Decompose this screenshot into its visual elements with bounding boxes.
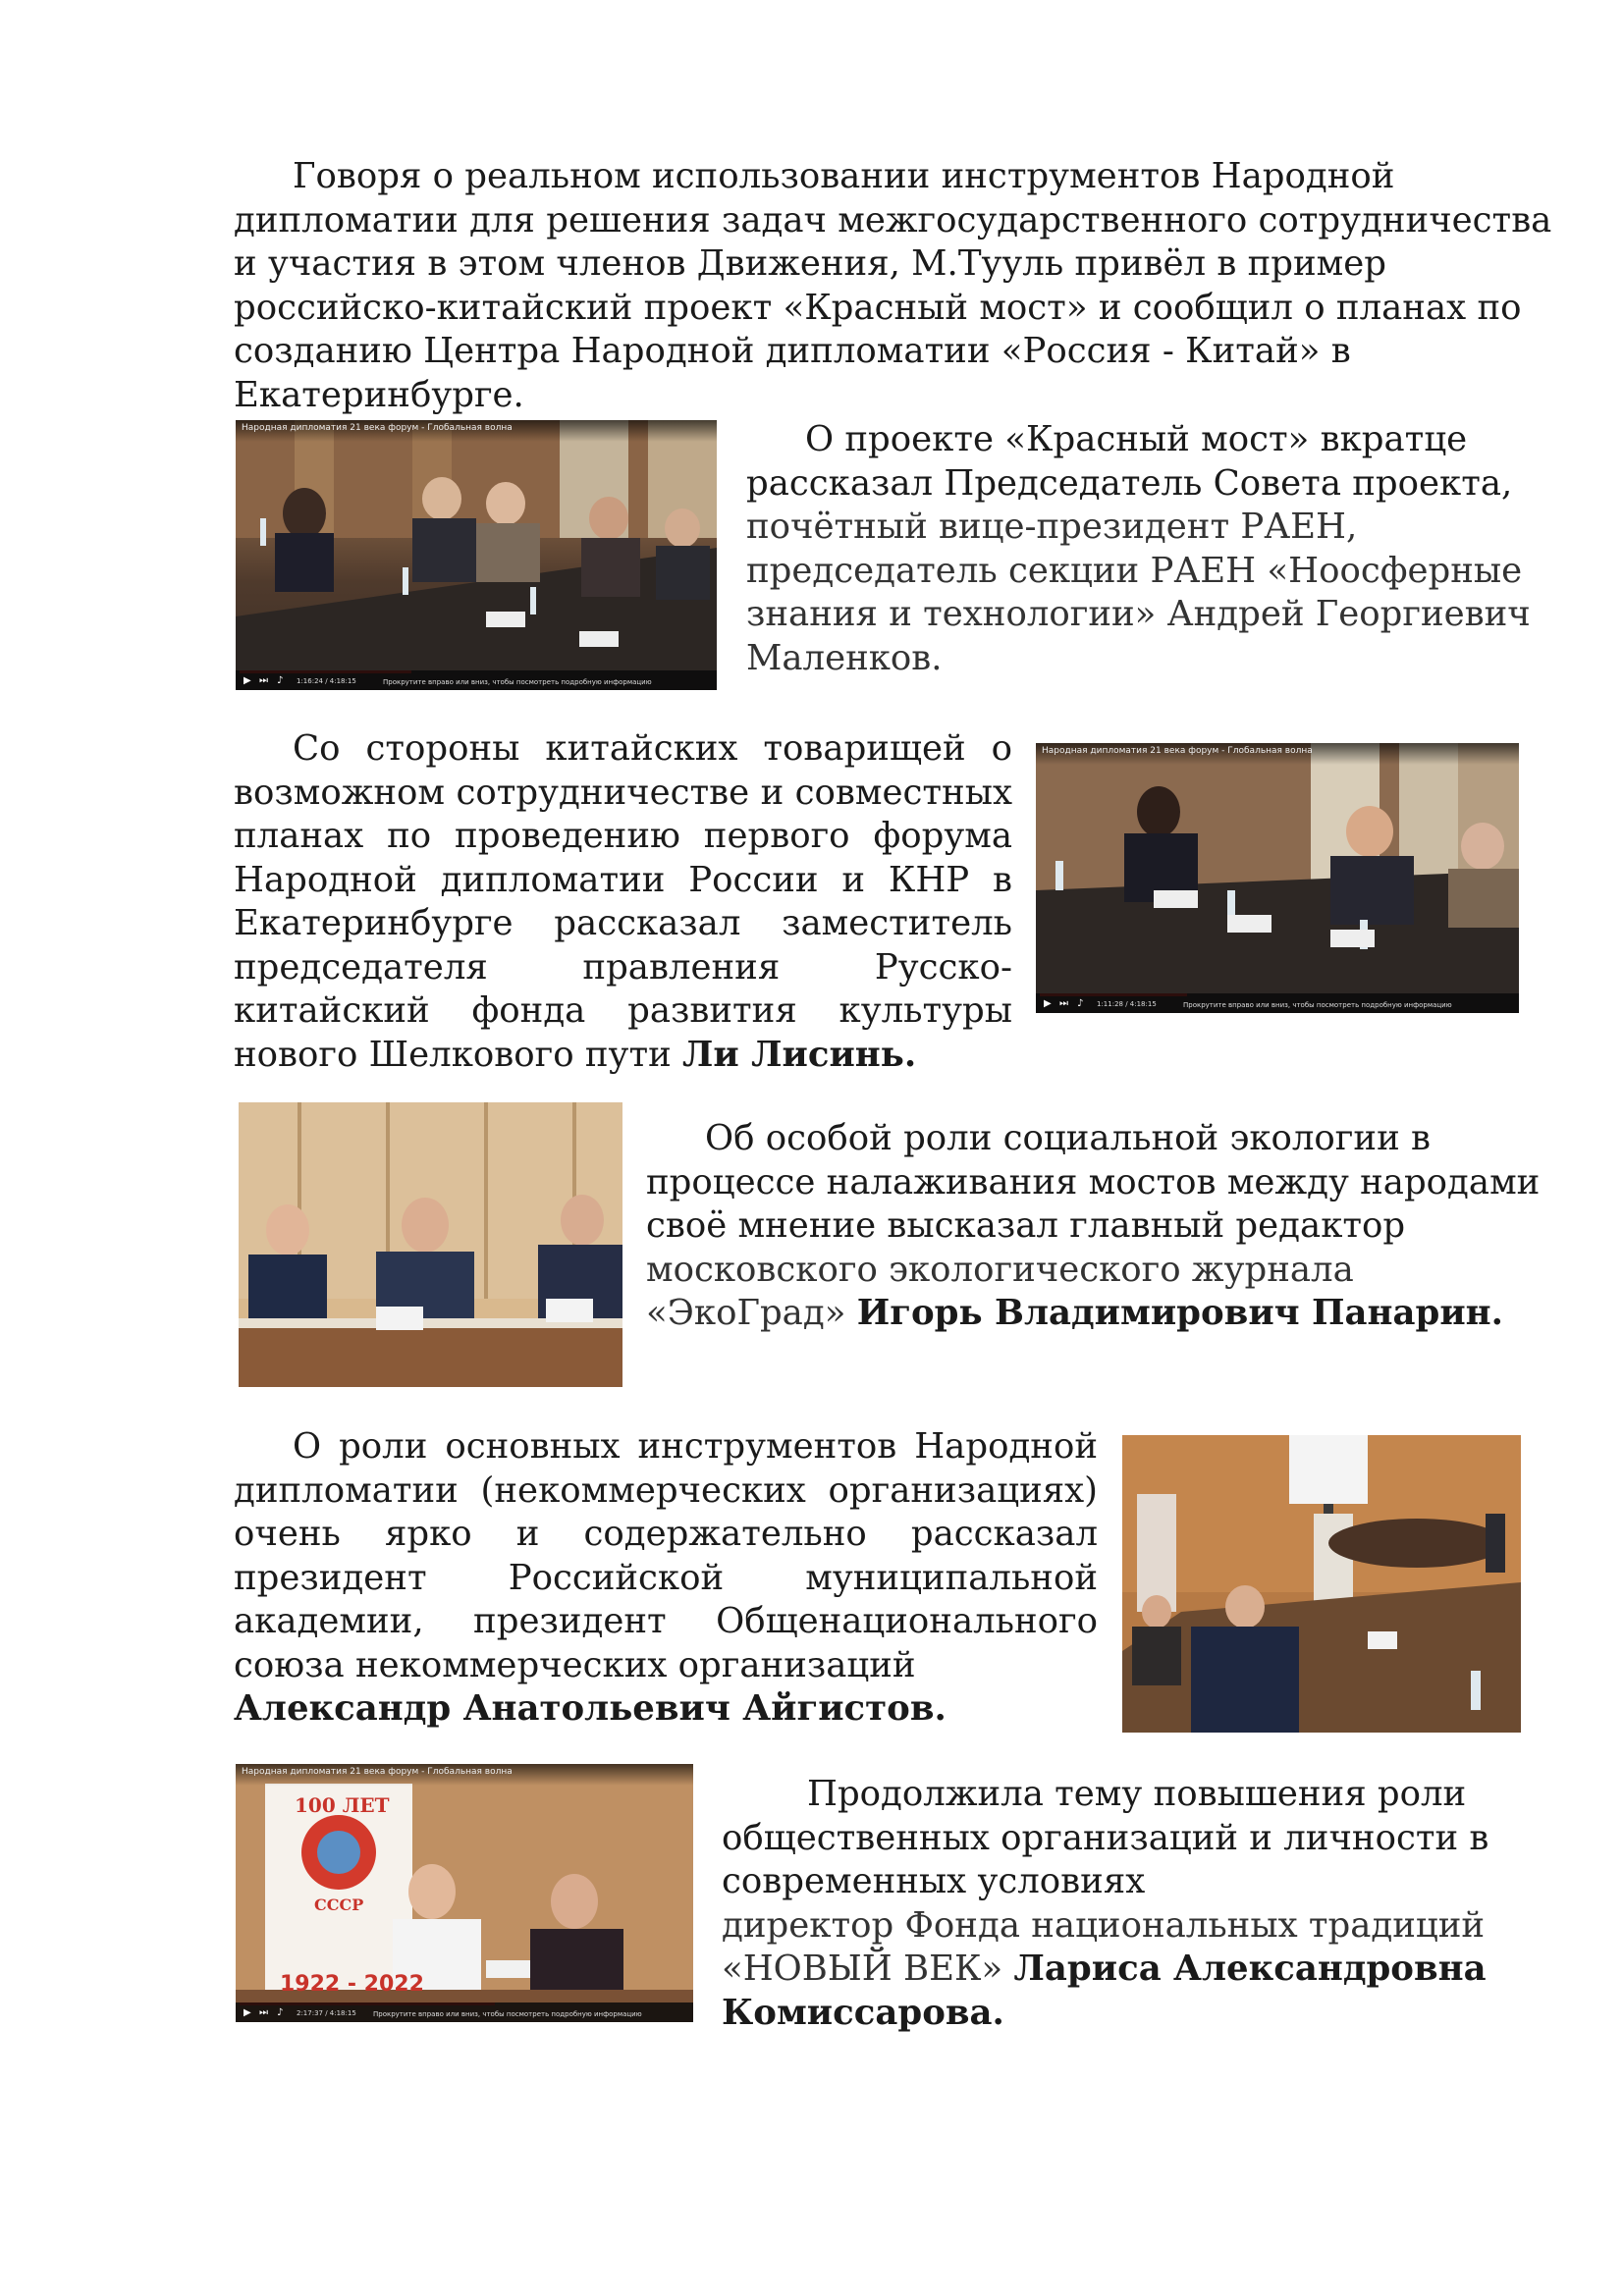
next-icon[interactable]: ⏭ <box>259 675 268 686</box>
video-screenshot-1[interactable] <box>236 420 717 690</box>
video-top-overlay <box>236 420 717 442</box>
text-line: Об особой роли социальной экологии в <box>705 1118 1431 1158</box>
paragraph-intro <box>234 155 1551 417</box>
text-line: своё мнение высказал главный редактор <box>646 1205 1406 1246</box>
text-line: знания и технологии» Андрей Георгиевич <box>746 594 1531 634</box>
video-time: 1:11:28 / 4:18:15 <box>1097 1000 1157 1008</box>
play-icon[interactable]: ▶ <box>1044 998 1052 1009</box>
paragraph-aigistov <box>234 1425 1098 1732</box>
video-title: Народная дипломатия 21 века форум - Глобальная волна <box>242 423 513 433</box>
speaker-name: Ли Лисинь. <box>682 1034 917 1075</box>
text-line: «НОВЫЙ ВЕК» <box>722 1949 1014 1989</box>
text-line: московского экологического журнала <box>646 1249 1354 1290</box>
text-line: общественных организаций и личности в <box>722 1817 1489 1858</box>
next-icon[interactable]: ⏭ <box>259 2007 268 2018</box>
video-screenshot-2[interactable] <box>1036 743 1519 1013</box>
scene-graphic <box>239 1102 622 1387</box>
volume-icon[interactable]: ♪ <box>277 675 284 686</box>
photo-aigistov <box>1122 1435 1521 1733</box>
video-screenshot-3[interactable] <box>236 1764 693 2022</box>
scene-graphic <box>1122 1435 1521 1733</box>
text-line: и участия в этом членов Движения, М.Тууль привёл в пример <box>234 243 1386 284</box>
text-line: О проекте «Красный мост» вкратце <box>805 419 1468 459</box>
video-controls[interactable] <box>1036 993 1519 1013</box>
video-caption: Прокрутите вправо или вниз, чтобы посмотреть подробную информацию <box>373 2010 642 2018</box>
text-line: современных условиях <box>722 1861 1146 1901</box>
video-title: Народная дипломатия 21 века форум - Глобальная волна <box>1042 746 1313 756</box>
text-line: Продолжила тему повышения роли <box>807 1774 1467 1814</box>
text-line: российско-китайский проект «Красный мост» и сообщил о планах по <box>234 287 1522 328</box>
speaker-name-part1: Лариса Александровна <box>1013 1949 1487 1989</box>
speaker-name: Александр Анатольевич Айгистов. <box>234 1688 947 1729</box>
text-line: процессе налаживания мостов между народами <box>646 1161 1541 1202</box>
video-time: 2:17:37 / 4:18:15 <box>297 2009 356 2017</box>
scene-graphic <box>1036 743 1519 1013</box>
video-title: Народная дипломатия 21 века форум - Глобальная волна <box>242 1767 513 1777</box>
photo-panarin <box>239 1102 622 1387</box>
text-line: Говоря о реальном использовании инструментов Народной <box>293 156 1395 196</box>
text-line: созданию Центра Народной дипломатии «Россия - Китай» в <box>234 331 1351 371</box>
text-line: почётный вице-президент РАЕН, <box>746 507 1358 547</box>
volume-icon[interactable]: ♪ <box>1077 998 1084 1009</box>
text-line: дипломатии для решения задач межгосударственного сотрудничества <box>234 199 1552 240</box>
text-line: рассказал Председатель Совета проекта, <box>746 462 1513 504</box>
video-controls[interactable] <box>236 2002 693 2022</box>
poster-country: СССР <box>314 1896 364 1914</box>
video-caption: Прокрутите вправо или вниз, чтобы посмотреть подробную информацию <box>383 678 652 686</box>
text-line: директор Фонда национальных традиций <box>722 1904 1486 1946</box>
text-line: «ЭкоГрад» <box>646 1293 857 1333</box>
text-line: Маленков. <box>746 637 943 678</box>
video-time: 1:16:24 / 4:18:15 <box>297 677 356 685</box>
paragraph-panarin <box>646 1117 1540 1336</box>
body-text: Со стороны китайских товарищей о возможном сотрудничестве и совместных планах по проведению первого форума Народной дипломатии России и КНР в Екатеринбурге рассказал заместитель председателя правления Русско-китайский фонда развития культуры нового Шелкового пути <box>234 728 1012 1075</box>
paragraph-li-lisin <box>234 727 1012 1077</box>
video-controls[interactable] <box>236 670 717 690</box>
text-line: Екатеринбурге. <box>234 374 524 415</box>
video-top-overlay <box>1036 743 1519 765</box>
speaker-name-part2: Комиссарова. <box>722 1992 1004 2033</box>
speaker-name: Игорь Владимирович Панарин. <box>856 1293 1503 1333</box>
video-caption: Прокрутите вправо или вниз, чтобы посмотреть подробную информацию <box>1183 1001 1452 1009</box>
next-icon[interactable]: ⏭ <box>1059 998 1068 1009</box>
play-icon[interactable]: ▶ <box>243 2007 251 2018</box>
body-text: О роли основных инструментов Народной дипломатии (некоммерческих организациях) очень ярко и содержательно рассказал президент Российской муниципальной академии, президент Общенационального союза некоммерческих организаций <box>234 1426 1098 1685</box>
volume-icon[interactable]: ♪ <box>277 2007 284 2018</box>
paragraph-malenkov <box>746 418 1531 680</box>
video-top-overlay <box>236 1764 693 1786</box>
poster-title: 100 ЛЕТ <box>295 1793 390 1817</box>
scene-graphic <box>236 420 717 690</box>
poster-years: 1922 - 2022 <box>280 1972 424 1997</box>
play-icon[interactable]: ▶ <box>243 675 251 686</box>
paragraph-komissarova <box>722 1773 1488 2035</box>
text-line: председатель секции РАЕН «Ноосферные <box>746 550 1523 591</box>
